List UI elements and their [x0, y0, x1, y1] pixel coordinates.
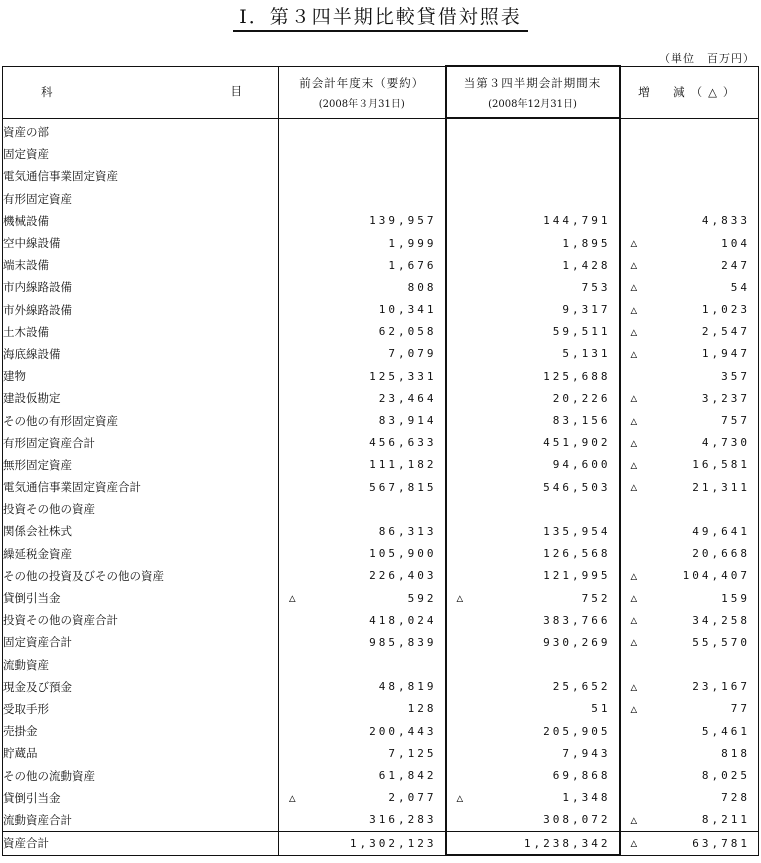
diff-value	[620, 276, 759, 298]
table-row	[3, 276, 759, 298]
diff-value-text: 49,641	[692, 524, 750, 538]
row-label: 機械設備	[3, 210, 279, 232]
curr-value-text: 1,238,342	[523, 836, 611, 850]
curr-value	[446, 143, 620, 165]
negative-marker: △	[289, 591, 296, 605]
negative-marker: △	[630, 680, 638, 694]
prev-value-text: 23,464	[378, 391, 437, 405]
negative-marker: △	[630, 836, 638, 850]
negative-marker: △	[630, 480, 638, 494]
table-row	[3, 365, 759, 387]
prev-value-text: 808	[407, 280, 437, 294]
curr-value	[446, 188, 620, 210]
row-label: 有形固定資産	[3, 188, 279, 210]
curr-value	[446, 787, 620, 809]
diff-value-text: 63,781	[692, 836, 750, 850]
curr-value	[446, 654, 620, 676]
curr-value-text: 125,688	[543, 369, 611, 383]
table-row	[3, 343, 759, 365]
document-title	[0, 5, 761, 32]
negative-marker: △	[630, 280, 638, 294]
prev-value-text: 200,443	[369, 724, 437, 738]
table-row	[3, 787, 759, 809]
row-label: 電気通信事業固定資産合計	[3, 476, 279, 498]
row-label: 建設仮勘定	[3, 387, 279, 409]
row-label: 市外線路設備	[3, 299, 279, 321]
header-prev	[279, 66, 446, 118]
negative-marker: △	[630, 258, 638, 272]
diff-value-text: 2,547	[701, 325, 750, 339]
prev-value-text: 139,957	[369, 214, 437, 228]
curr-value	[446, 565, 620, 587]
diff-value	[620, 631, 759, 653]
negative-marker: △	[630, 236, 638, 250]
prev-value-text: 128	[407, 702, 437, 716]
diff-value-text: 34,258	[692, 613, 750, 627]
diff-value-text: 8,211	[701, 813, 750, 827]
prev-value	[279, 118, 446, 143]
curr-value	[446, 832, 620, 856]
curr-value	[446, 254, 620, 276]
prev-value-text: 1,302,123	[349, 836, 437, 850]
prev-value-text: 1,676	[388, 258, 437, 272]
prev-value	[279, 432, 446, 454]
curr-value-text: 126,568	[543, 547, 611, 561]
header-row	[3, 66, 759, 118]
diff-value-text: 357	[721, 369, 750, 383]
curr-value-text: 144,791	[543, 214, 611, 228]
curr-value	[446, 631, 620, 653]
row-label: 土木設備	[3, 321, 279, 343]
prev-value-text: 7,125	[388, 746, 437, 760]
table-row	[3, 742, 759, 764]
diff-value	[620, 454, 759, 476]
header-diff: 増 減（△）	[620, 66, 759, 118]
row-label: 端末設備	[3, 254, 279, 276]
negative-marker: △	[630, 813, 638, 827]
curr-value-text: 20,226	[552, 391, 611, 405]
diff-value	[620, 321, 759, 343]
row-label: 資産合計	[3, 832, 279, 856]
diff-value-text: 54	[730, 280, 750, 294]
table-row	[3, 165, 759, 187]
prev-value	[279, 764, 446, 786]
negative-marker: △	[630, 391, 638, 405]
diff-value	[620, 165, 759, 187]
diff-value	[620, 387, 759, 409]
curr-value-text: 51	[591, 702, 611, 716]
diff-value	[620, 654, 759, 676]
balance-sheet-table	[2, 65, 759, 856]
negative-marker: △	[630, 347, 638, 361]
table-row	[3, 454, 759, 476]
prev-value	[279, 520, 446, 542]
diff-value	[620, 609, 759, 631]
diff-value	[620, 299, 759, 321]
diff-value	[620, 565, 759, 587]
table-row	[3, 543, 759, 565]
diff-value	[620, 476, 759, 498]
row-label: 流動資産合計	[3, 809, 279, 832]
curr-value-text: 205,905	[543, 724, 611, 738]
diff-value-text: 757	[721, 414, 750, 428]
row-label: 資産の部	[3, 118, 279, 143]
prev-value-text: 10,341	[378, 303, 437, 317]
table-row	[3, 654, 759, 676]
diff-value	[620, 254, 759, 276]
table-row	[3, 609, 759, 631]
prev-value-text: 316,283	[369, 813, 437, 827]
diff-value	[620, 232, 759, 254]
diff-value-text: 21,311	[692, 480, 750, 494]
row-label: 海底線設備	[3, 343, 279, 365]
table-row	[3, 299, 759, 321]
row-label: 繰延税金資産	[3, 543, 279, 565]
row-label: 固定資産合計	[3, 631, 279, 653]
prev-value-text: 61,842	[378, 769, 437, 783]
diff-value-text: 4,730	[701, 436, 750, 450]
curr-value-text: 83,156	[552, 414, 611, 428]
negative-marker: △	[630, 325, 638, 339]
diff-value	[620, 832, 759, 856]
row-label: 無形固定資産	[3, 454, 279, 476]
row-label: 投資その他の資産	[3, 498, 279, 520]
curr-value	[446, 609, 620, 631]
negative-marker: △	[630, 591, 638, 605]
diff-value-text: 5,461	[701, 724, 750, 738]
prev-value	[279, 587, 446, 609]
diff-value	[620, 587, 759, 609]
table-row	[3, 432, 759, 454]
table-row	[3, 764, 759, 786]
diff-value	[620, 809, 759, 832]
curr-value-text: 135,954	[543, 524, 611, 538]
diff-value-text: 55,570	[692, 635, 750, 649]
row-label: 貯蔵品	[3, 742, 279, 764]
curr-value	[446, 543, 620, 565]
curr-value	[446, 476, 620, 498]
prev-value	[279, 698, 446, 720]
prev-value	[279, 210, 446, 232]
curr-value	[446, 520, 620, 542]
diff-value-text: 104,407	[682, 569, 750, 583]
diff-value	[620, 742, 759, 764]
prev-value	[279, 609, 446, 631]
curr-value-text: 69,868	[552, 769, 611, 783]
diff-value	[620, 698, 759, 720]
prev-value	[279, 742, 446, 764]
curr-value	[446, 809, 620, 832]
table-row	[3, 698, 759, 720]
curr-value-text: 1,428	[562, 258, 611, 272]
header-item	[3, 66, 279, 118]
diff-value	[620, 188, 759, 210]
prev-value-text: 105,900	[369, 547, 437, 561]
row-label: その他の投資及びその他の資産	[3, 565, 279, 587]
curr-value	[446, 299, 620, 321]
curr-value	[446, 387, 620, 409]
prev-value	[279, 321, 446, 343]
curr-value	[446, 764, 620, 786]
prev-value	[279, 720, 446, 742]
curr-value	[446, 365, 620, 387]
table-row	[3, 476, 759, 498]
curr-value	[446, 276, 620, 298]
diff-value	[620, 520, 759, 542]
prev-value	[279, 809, 446, 832]
curr-value-text: 1,895	[562, 236, 611, 250]
table-row	[3, 832, 759, 856]
curr-value-text: 930,269	[543, 635, 611, 649]
diff-value-text: 4,833	[701, 214, 750, 228]
curr-value-text: 451,902	[543, 436, 611, 450]
prev-value	[279, 143, 446, 165]
prev-value-text: 567,815	[369, 480, 437, 494]
row-label: 建物	[3, 365, 279, 387]
diff-value-text: 23,167	[692, 680, 750, 694]
header-curr	[446, 66, 620, 118]
table-row	[3, 631, 759, 653]
curr-value	[446, 210, 620, 232]
diff-value-text: 8,025	[701, 769, 750, 783]
row-label: 投資その他の資産合計	[3, 609, 279, 631]
curr-value	[446, 432, 620, 454]
prev-value-text: 985,839	[369, 635, 437, 649]
prev-value	[279, 476, 446, 498]
header-item-right: 目	[230, 83, 242, 98]
negative-marker: △	[630, 702, 638, 716]
prev-value-text: 1,999	[388, 236, 437, 250]
curr-value	[446, 698, 620, 720]
table-row	[3, 321, 759, 343]
curr-value-text: 59,511	[552, 325, 611, 339]
diff-value	[620, 210, 759, 232]
prev-value	[279, 343, 446, 365]
prev-value	[279, 543, 446, 565]
curr-value-text: 308,072	[543, 813, 611, 827]
curr-value-text: 94,600	[552, 458, 611, 472]
diff-value	[620, 143, 759, 165]
table-row	[3, 676, 759, 698]
table-body	[3, 118, 759, 855]
negative-marker: △	[630, 635, 638, 649]
row-label: 空中線設備	[3, 232, 279, 254]
negative-marker: △	[289, 791, 296, 805]
row-label: 売掛金	[3, 720, 279, 742]
prev-value-text: 456,633	[369, 436, 437, 450]
diff-value-text: 1,023	[701, 303, 750, 317]
unit-label: （単位 百万円）	[659, 52, 755, 65]
table-row	[3, 720, 759, 742]
prev-value	[279, 409, 446, 431]
curr-value-text: 383,766	[543, 613, 611, 627]
table-row	[3, 118, 759, 143]
prev-value	[279, 299, 446, 321]
diff-value-text: 1,947	[701, 347, 750, 361]
negative-marker: △	[630, 613, 638, 627]
prev-value	[279, 365, 446, 387]
row-label: 流動資産	[3, 654, 279, 676]
row-label: その他の流動資産	[3, 764, 279, 786]
table-row	[3, 409, 759, 431]
row-label: 有形固定資産合計	[3, 432, 279, 454]
curr-value	[446, 118, 620, 143]
curr-value-text: 121,995	[543, 569, 611, 583]
table-row	[3, 188, 759, 210]
diff-value-text: 728	[721, 791, 750, 805]
diff-value	[620, 118, 759, 143]
diff-value-text: 159	[721, 591, 750, 605]
row-label: 貸倒引当金	[3, 787, 279, 809]
negative-marker: △	[456, 591, 464, 605]
prev-value-text: 418,024	[369, 613, 437, 627]
prev-value-text: 62,058	[378, 325, 437, 339]
curr-value	[446, 343, 620, 365]
diff-value	[620, 543, 759, 565]
curr-value-text: 9,317	[562, 303, 611, 317]
prev-value	[279, 254, 446, 276]
diff-value-text: 77	[730, 702, 750, 716]
curr-value-text: 7,943	[562, 746, 611, 760]
negative-marker: △	[630, 458, 638, 472]
negative-marker: △	[630, 569, 638, 583]
table-row	[3, 587, 759, 609]
prev-value-text: 86,313	[378, 524, 437, 538]
curr-value-text: 546,503	[543, 480, 611, 494]
curr-value	[446, 321, 620, 343]
row-label: その他の有形固定資産	[3, 409, 279, 431]
row-label: 受取手形	[3, 698, 279, 720]
prev-value-text: 125,331	[369, 369, 437, 383]
prev-value	[279, 654, 446, 676]
prev-value	[279, 832, 446, 856]
diff-value-text: 16,581	[692, 458, 750, 472]
row-label: 貸倒引当金	[3, 587, 279, 609]
curr-value-text: 5,131	[562, 347, 611, 361]
negative-marker: △	[456, 791, 464, 805]
title-text: Ⅰ．第３四半期比較貸借対照表	[233, 5, 528, 32]
diff-value-text: 818	[721, 746, 750, 760]
prev-value	[279, 232, 446, 254]
prev-value	[279, 676, 446, 698]
prev-value	[279, 188, 446, 210]
row-label: 市内線路設備	[3, 276, 279, 298]
prev-value-text: 111,182	[369, 458, 437, 472]
table-row	[3, 809, 759, 832]
curr-value-text: 25,652	[552, 680, 611, 694]
curr-value	[446, 720, 620, 742]
diff-value	[620, 787, 759, 809]
diff-value	[620, 343, 759, 365]
prev-value	[279, 387, 446, 409]
diff-value-text: 3,237	[701, 391, 750, 405]
header-curr-main: 当第３四半期会計期間末	[463, 75, 602, 90]
diff-value-text: 20,668	[692, 547, 750, 561]
curr-value	[446, 498, 620, 520]
prev-value	[279, 454, 446, 476]
prev-value-text: 226,403	[369, 569, 437, 583]
prev-value	[279, 276, 446, 298]
curr-value-text: 1,348	[562, 791, 611, 805]
table-row	[3, 254, 759, 276]
table-row	[3, 498, 759, 520]
curr-value-text: 753	[581, 280, 611, 294]
header-curr-date: (2008年12月31日)	[488, 98, 577, 110]
prev-value	[279, 498, 446, 520]
diff-value	[620, 409, 759, 431]
row-label: 現金及び預金	[3, 676, 279, 698]
negative-marker: △	[630, 436, 638, 450]
header-prev-main: 前会計年度末（要約）	[299, 75, 425, 90]
curr-value	[446, 587, 620, 609]
diff-value	[620, 720, 759, 742]
curr-value	[446, 742, 620, 764]
diff-value	[620, 432, 759, 454]
row-label: 電気通信事業固定資産	[3, 165, 279, 187]
negative-marker: △	[630, 414, 638, 428]
diff-value	[620, 676, 759, 698]
table-row	[3, 520, 759, 542]
diff-value-text: 104	[721, 236, 750, 250]
prev-value-text: 2,077	[388, 791, 437, 805]
table-row	[3, 143, 759, 165]
diff-value	[620, 365, 759, 387]
table-row	[3, 565, 759, 587]
curr-value	[446, 454, 620, 476]
prev-value	[279, 787, 446, 809]
header-prev-date: (2008年３月31日)	[318, 98, 405, 110]
negative-marker: △	[630, 303, 638, 317]
prev-value-text: 7,079	[388, 347, 437, 361]
row-label: 関係会社株式	[3, 520, 279, 542]
diff-value	[620, 498, 759, 520]
diff-value-text: 247	[721, 258, 750, 272]
prev-value-text: 592	[407, 591, 437, 605]
header-item-left: 科	[41, 85, 53, 99]
curr-value	[446, 232, 620, 254]
row-label: 固定資産	[3, 143, 279, 165]
prev-value	[279, 165, 446, 187]
prev-value-text: 83,914	[378, 414, 437, 428]
prev-value	[279, 631, 446, 653]
curr-value-text: 752	[581, 591, 611, 605]
diff-value	[620, 764, 759, 786]
table-row	[3, 210, 759, 232]
curr-value	[446, 676, 620, 698]
table-row	[3, 387, 759, 409]
prev-value	[279, 565, 446, 587]
table-row	[3, 232, 759, 254]
prev-value-text: 48,819	[378, 680, 437, 694]
curr-value	[446, 409, 620, 431]
curr-value	[446, 165, 620, 187]
